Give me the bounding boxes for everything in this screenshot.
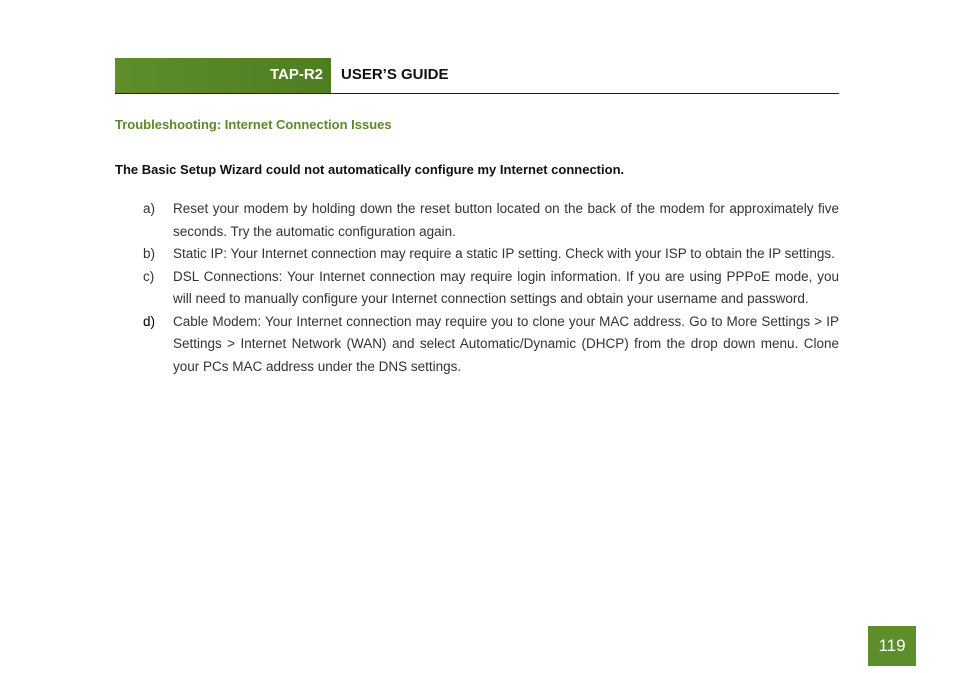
header-banner [115, 58, 331, 93]
list-item-text: Static IP: Your Internet connection may require a static IP setting. Check with your ISP to obtain the IP settings. [173, 246, 835, 261]
list-item [143, 198, 839, 243]
section-heading: Troubleshooting: Internet Connection Issues [115, 117, 392, 132]
product-name: TAP-R2 [269, 66, 323, 83]
list-marker: b) [143, 246, 156, 261]
list-item-text: DSL Connections: Your Internet connection may require login information. If you are using PPPoE mode, you will need to manually configure your Internet connection settings and obtain your username and password. [173, 268, 839, 306]
list-item-text: Cable Modem: Your Internet connection may require you to clone your MAC address. Go to More Settings > IP Settings > Internet Network (WAN) and select Automatic/Dynamic (DHCP) from the drop down menu. Clone your PCs MAC address under the DNS settings. [173, 313, 839, 374]
list-marker: c) [143, 268, 155, 284]
header-divider [115, 93, 839, 94]
question-heading: The Basic Setup Wizard could not automatically configure my Internet connection. [115, 162, 625, 177]
guide-title: USER’S GUIDE [341, 66, 449, 83]
list-marker: a) [143, 201, 156, 216]
list-item [143, 266, 839, 311]
page-number: 119 [878, 636, 906, 655]
list-item-text: Reset your modem by holding down the reset button located on the back of the modem for approximately five seconds. Try the automatic configuration again. [173, 201, 839, 239]
list-item [143, 243, 839, 266]
answer-list [143, 198, 839, 378]
list-marker: d) [143, 313, 156, 329]
list-item [143, 311, 839, 379]
page-number-badge [868, 626, 916, 666]
